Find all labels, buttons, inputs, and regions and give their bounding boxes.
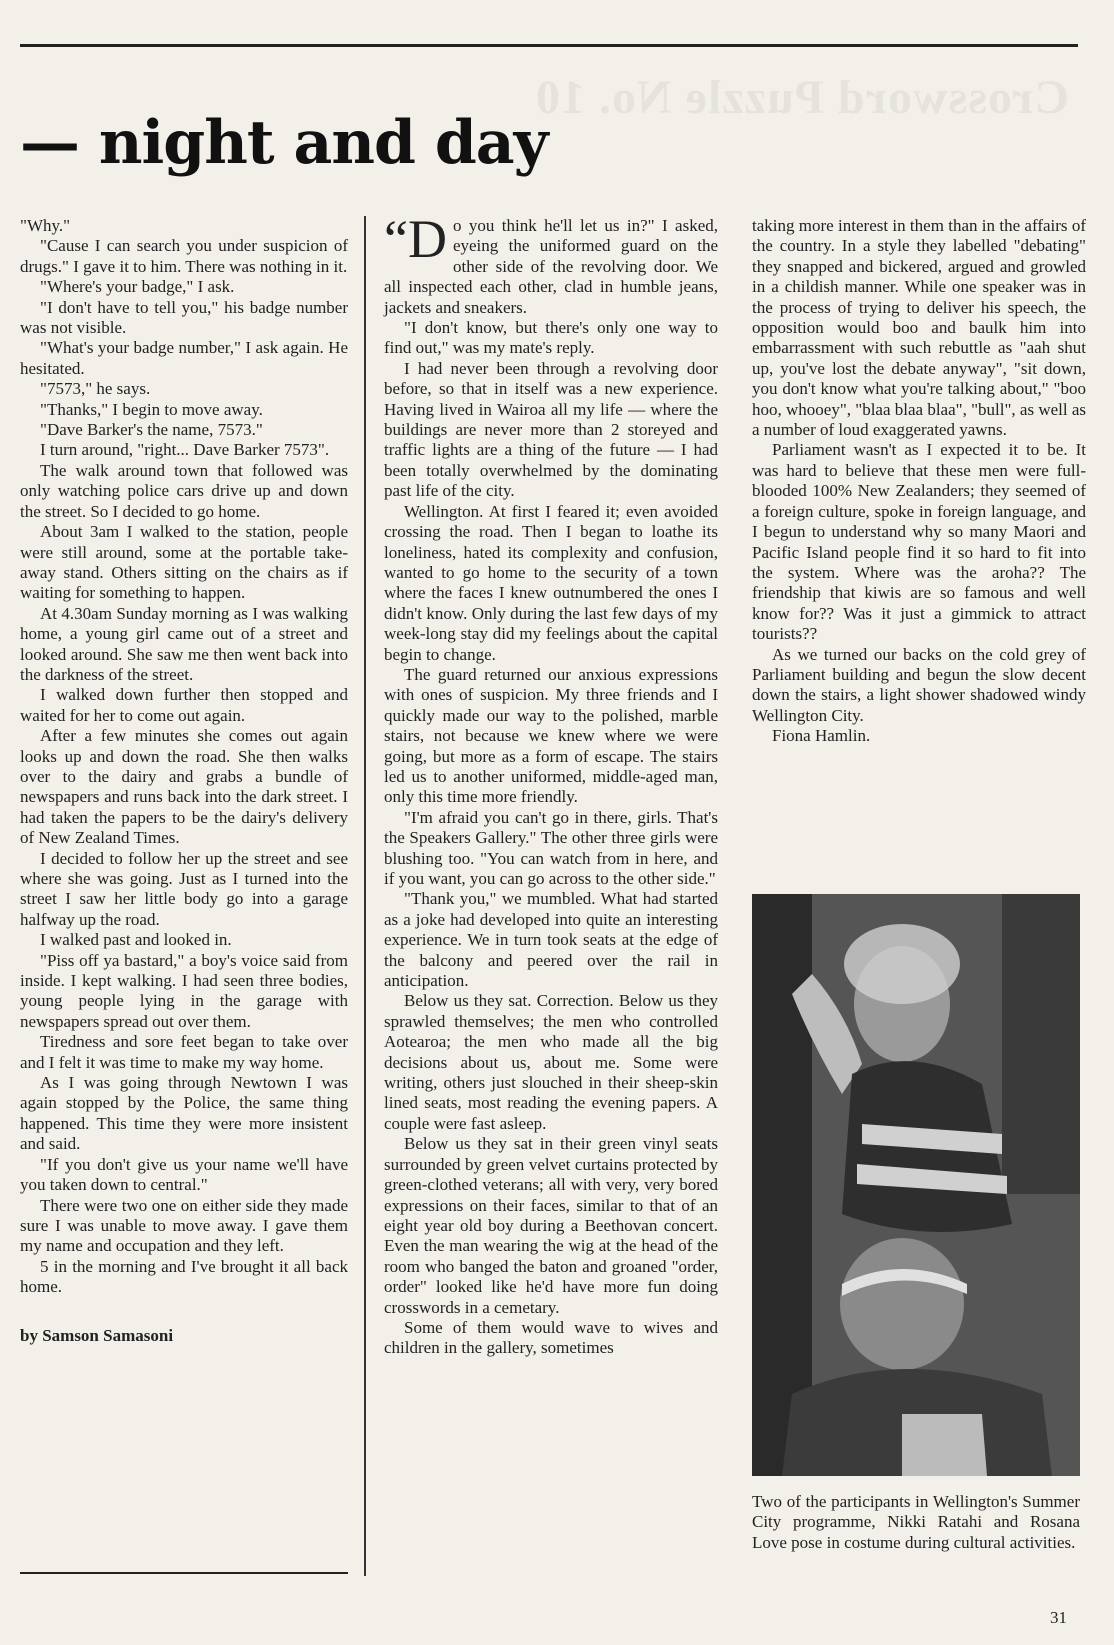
column-divider [364,216,366,1576]
paragraph: Wellington. At first I feared it; even avoided crossing the road. Then I began to loathe its loneliness, hated its complexity and confusion, wanted to go home to the security of a town where the faces I knew outnumbered the ones I didn't know. Only during the last few days of my week-long stay did my feelings about the capital begin to change. [384,501,718,664]
paragraph: I had never been through a revolving door before, so that in itself was a new experience. Having lived in Wairoa all my life — where the buildings are never more than 2 storeyed and traffic lights are a thing of the future — I had been totally overwhelmed by the dominating past life of the city. [384,358,718,501]
paragraph: "I'm afraid you can't go in there, girls. That's the Speakers Gallery." The other three girls were blushing too. "You can watch from in here, and if you want, you can go across to the other side." [384,807,718,888]
paragraph: There were two one on either side they made sure I was unable to move away. I gave them my name and occupation and they left. [20,1195,348,1256]
paragraph: Tiredness and sore feet began to take over and I felt it was time to make my way home. [20,1032,348,1072]
paragraph: "Cause I can search you under suspicion of drugs." I gave it to him. There was nothing in it. [20,236,348,276]
paragraph: "Piss off ya bastard," a boy's voice said from inside. I kept walking. I had seen three bodies, young people lying in the garage with newspapers spread out over them. [20,950,348,1031]
top-rule [20,44,1078,47]
paragraph: Below us they sat. Correction. Below us they sprawled themselves; the men who controlled Aotearoa; the men who made all the big decisions about us, about me. Some were writing, others just slouched in their sheep-skin lined seats, most reading the evening papers. A couple were fast asleep. [384,991,718,1133]
paragraph: "If you don't give us your name we'll have you taken down to central." [20,1154,348,1195]
paragraph: "Dave Barker's the name, 7573." [40,420,263,440]
paragraph: Parliament wasn't as I expected it to be. It was hard to believe that these men were full-blooded 100% New Zealanders; they seemed of a foreign culture, spoke in foreign language, and I begun to understand why so many Maori and Pacific Island people find it so hard to fit into the system. Where was the aroha?? The friendship that kiwis are so famous and well know for?? Was it just a gimmick to attract tourists?? [752,440,1086,644]
article-column-2 [384,209,718,1359]
photo-caption: Two of the participants in Wellington's Summer City programme, Nikki Ratahi and Rosana Love pose in costume during cultural activities. [752,1492,1080,1552]
paragraph: The guard returned our anxious expressions with ones of suspicion. My three friends and I quickly made our way to the polished, marble stairs, not because we knew where we were going, but more as a form of escape. The stairs led us to another uniformed, middle-aged man, only this time more friendly. [384,664,718,807]
drop-cap: “D [384,209,447,269]
paragraph: I walked past and looked in. [40,930,232,950]
paragraph: As I was going through Newtown I was again stopped by the Police, the same thing happened. This time they were more insistent and said. [20,1073,348,1154]
paragraph: I walked down further then stopped and waited for her to come out again. [20,685,348,725]
paragraph: The walk around town that followed was only watching police cars drive up and down the street. So I decided to go home. [20,460,348,521]
paragraph: "I don't know, but there's only one way to find out," was my mate's reply. [384,318,718,358]
paragraph: "Why." [20,216,71,235]
photograph [752,894,1080,1476]
paragraph: After a few minutes she comes out again looks up and down the road. She then walks over to the dairy and grabs a bundle of newspapers and runs back into the dark street. I had taken the papers to be the dairy's delivery of New Zealand Times. [20,726,348,848]
byline: by Samson Samasoni [20,1325,174,1345]
paragraph: About 3am I walked to the station, people were still around, some at the portable take-away stand. Others sitting on the chairs as if waiting for something to happen. [20,522,348,603]
show-through-title: Crossword Puzzle No. 10 [535,71,1070,124]
paragraph: "I don't have to tell you," his badge number was not visible. [20,297,348,338]
paragraph: "What's your badge number," I ask again. He hesitated. [20,338,348,378]
bottom-rule [20,1572,348,1574]
paragraph: Some of them would wave to wives and children in the gallery, sometimes [384,1317,718,1358]
author-signature: Fiona Hamlin. [772,726,871,746]
paragraph: "Thank you," we mumbled. What had started as a joke had developed into quite an interesting experience. We in turn took seats at the edge of the balcony and peered over the rail in anticipation. [384,889,718,991]
paragraph: As we turned our backs on the cold grey of Parliament building and begun the slow decent down the stairs, a light shower shadowed windy Wellington City. [752,644,1086,725]
headline: — night and day [20,108,548,178]
lead-paragraph: “D o you think he'll let us in?" I asked, eyeing the uniformed guard on the other side of the revolving door. We all inspected each other, clad in humble jeans, jackets and sneakers. [384,209,718,317]
page-number: 31 [1050,1608,1067,1627]
paragraph: taking more interest in them than in the affairs of the country. In a style they labelled "debating" they snapped and bickered, argued and growled in a childish manner. While one speaker was in the process of trying to deliver his speech, the opposition would boo and baulk him into embarrassment with such rebuttle as "aah shut up, you've lost the debate anyway", "sit down, you don't know what you're talking about," "boo hoo, whooey", "blaa blaa blaa", "bull", as well as a number of loud exaggerated yawns. [752,216,1086,440]
article-column-1 [20,216,348,1346]
paragraph: At 4.30am Sunday morning as I was walking home, a young girl came out of a street and looked around. She saw me then went back into the darkness of the street. [20,603,348,684]
paragraph: I turn around, "right... Dave Barker 7573". [40,440,330,460]
article-column-3 [752,216,1086,747]
paragraph: "Where's your badge," I ask. [40,277,235,297]
paragraph: "7573," he says. [40,379,151,399]
paragraph: 5 in the morning and I've brought it all back home. [20,1256,348,1297]
photo-figures [752,894,1080,1476]
paragraph: Below us they sat in their green vinyl seats surrounded by green velvet curtains protected by green-clothed veterans; all with very, very bored expressions on their faces, similar to that of an eight year old boy during a Beethovan concert. Even the man wearing the wig at the head of the room who banged the baton and groaned "order, order" looked like he'd have more fun doing crosswords in a cemetary. [384,1134,718,1317]
paragraph: "Thanks," I begin to move away. [40,399,263,419]
paragraph: I decided to follow her up the street and see where she was going. Just as I turned into the street I saw her little body go into a garage halfway up the road. [20,848,348,929]
